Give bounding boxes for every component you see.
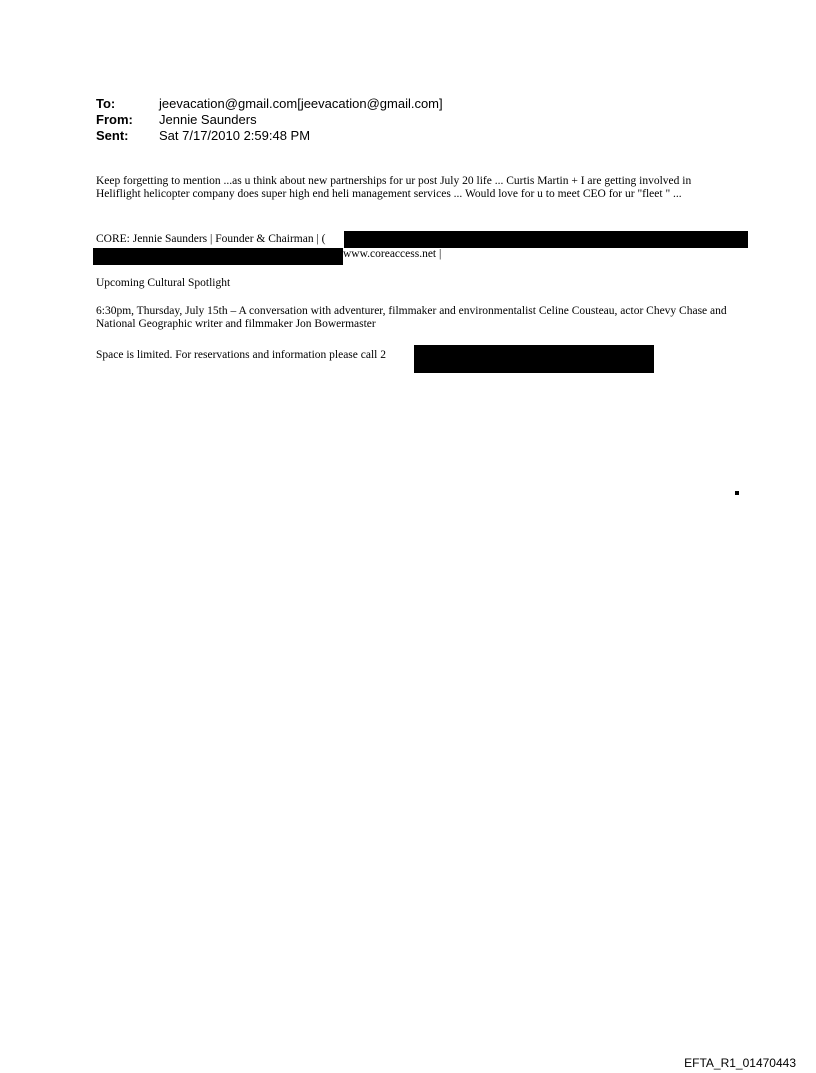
signature-url: www.coreaccess.net | [343,248,442,260]
redaction-block [93,248,343,265]
stray-mark [735,491,739,495]
signature-line: CORE: Jennie Saunders | Founder & Chairman | ( [96,233,326,245]
sent-row [96,128,443,144]
from-value: Jennie Saunders [159,112,257,127]
to-row [96,96,443,112]
to-label: To: [96,96,116,111]
email-header [96,96,443,144]
sent-value: Sat 7/17/2010 2:59:48 PM [159,128,311,143]
redaction-block [414,345,654,373]
from-row [96,112,443,128]
message-paragraph: Keep forgetting to mention ...as u think about new partnerships for ur post July 20 life ... Curtis Martin + I are getting involved in Heliflight helicopter company does super high end heli management services ... Would love for u to meet CEO for ur "fleet " ... [96,175,692,200]
redaction-block [344,231,748,248]
to-value: jeevacation@gmail.com[jeevacation@gmail.com] [159,96,443,111]
event-description: 6:30pm, Thursday, July 15th – A conversation with adventurer, filmmaker and environmentalist Celine Cousteau, actor Chevy Chase and National Geographic writer and filmmaker Jon Bowermaster [96,305,727,330]
document-id: EFTA_R1_01470443 [684,1056,796,1070]
spotlight-heading: Upcoming Cultural Spotlight [96,277,231,289]
reservation-text: Space is limited. For reservations and information please call 2 [96,349,386,361]
from-label: From: [96,112,133,127]
sent-label: Sent: [96,128,129,143]
